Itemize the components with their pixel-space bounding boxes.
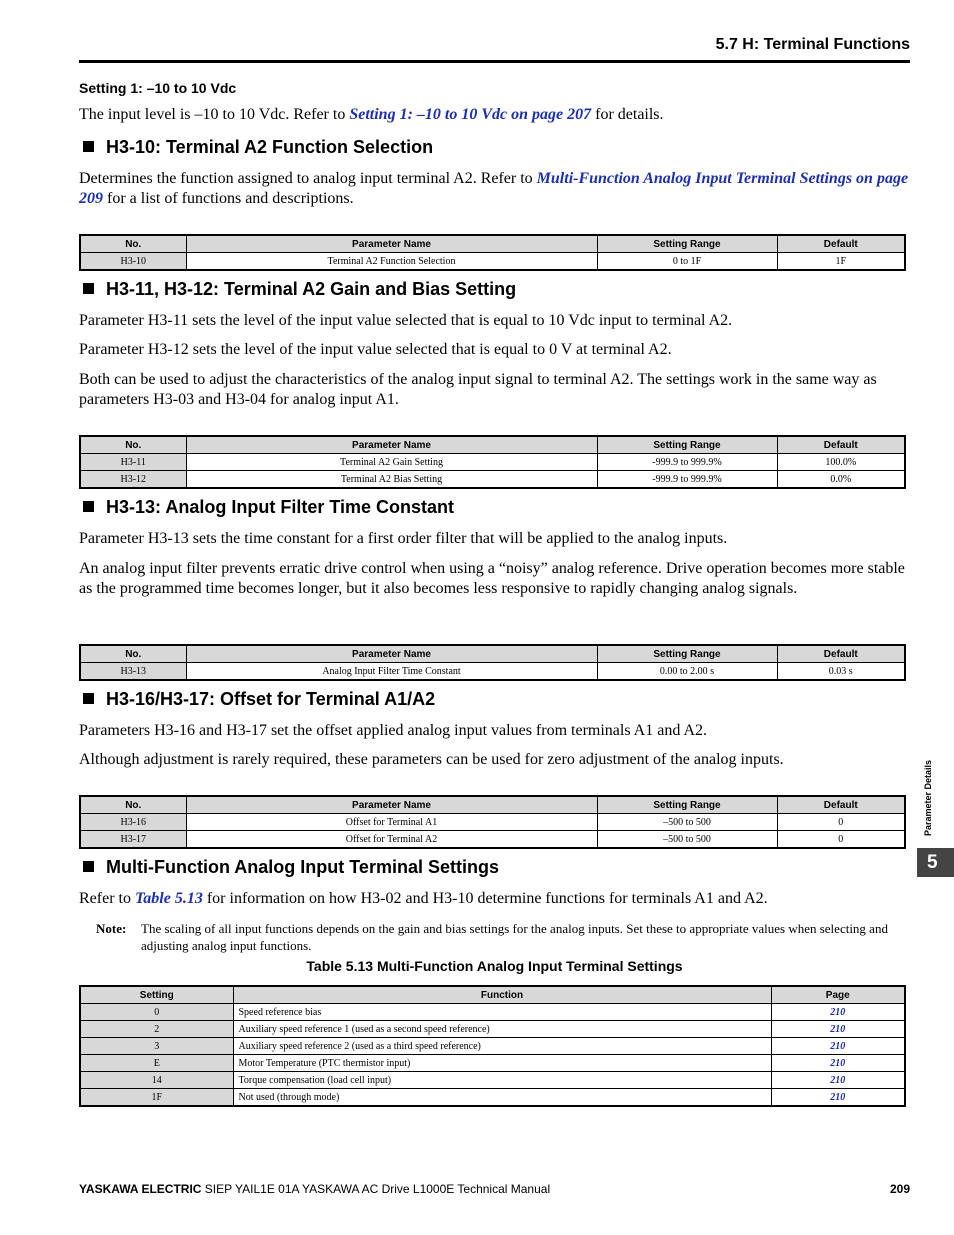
setting1-text-after: for details. bbox=[591, 106, 664, 123]
col-header-range: Setting Range bbox=[597, 645, 777, 663]
cell-no: H3-17 bbox=[80, 831, 186, 849]
cell-name: Terminal A2 Bias Setting bbox=[186, 471, 597, 489]
cell-name: Offset for Terminal A2 bbox=[186, 831, 597, 849]
footer-brand: YASKAWA ELECTRIC bbox=[79, 1182, 202, 1196]
cell-function: Not used (through mode) bbox=[233, 1089, 771, 1107]
h3-10-text-after: for a list of functions and descriptions. bbox=[103, 190, 354, 207]
cell-range: 0 to 1F bbox=[597, 253, 777, 271]
table-row bbox=[80, 1055, 905, 1072]
h3-13-heading-text: H3-13: Analog Input Filter Time Constant bbox=[106, 497, 455, 517]
cell-default: 100.0% bbox=[777, 454, 905, 471]
h3-11-heading-text: H3-11, H3-12: Terminal A2 Gain and Bias Setting bbox=[106, 279, 517, 299]
cell-page-link[interactable]: 210 bbox=[771, 1055, 905, 1072]
table-row bbox=[80, 471, 905, 489]
square-bullet-icon bbox=[83, 283, 94, 294]
setting1-link[interactable]: Setting 1: –10 to 10 Vdc on page 207 bbox=[349, 106, 592, 123]
mf-text-after: for information on how H3-02 and H3-10 determine functions for terminals A1 and A2. bbox=[202, 890, 768, 907]
note-label: Note: bbox=[96, 921, 127, 936]
h3-10-paragraph bbox=[79, 169, 909, 209]
h3-10-heading-text: H3-10: Terminal A2 Function Selection bbox=[106, 137, 434, 157]
table-header-row bbox=[80, 986, 905, 1004]
col-header-function: Function bbox=[233, 986, 771, 1004]
col-header-no: No. bbox=[80, 645, 186, 663]
table-row bbox=[80, 663, 905, 681]
col-header-range: Setting Range bbox=[597, 436, 777, 454]
h3-13-paragraph-1: Parameter H3-13 sets the time constant for a first order filter that will be applied to the analog inputs. bbox=[79, 530, 728, 547]
h3-13-paragraph-2: An analog input filter prevents erratic drive control when using a “noisy” analog reference. Drive operation becomes more stable as the programmed time becomes longer, but it also becomes less responsive to rapidly changing analog signals. bbox=[79, 560, 905, 597]
cell-setting: E bbox=[80, 1055, 233, 1072]
col-header-name: Parameter Name bbox=[186, 645, 597, 663]
table-row bbox=[80, 253, 905, 271]
cell-function: Speed reference bias bbox=[233, 1004, 771, 1021]
mf-table-link[interactable]: Table 5.13 bbox=[134, 890, 203, 907]
col-header-page: Page bbox=[771, 986, 905, 1004]
h3-16-heading-text: H3-16/H3-17: Offset for Terminal A1/A2 bbox=[106, 689, 436, 709]
cell-range: 0.00 to 2.00 s bbox=[597, 663, 777, 681]
col-header-range: Setting Range bbox=[597, 235, 777, 253]
cell-default: 0.03 s bbox=[777, 663, 905, 681]
cell-no: H3-10 bbox=[80, 253, 186, 271]
table-row bbox=[80, 1072, 905, 1089]
cell-no: H3-13 bbox=[80, 663, 186, 681]
h3-10-text: Determines the function assigned to analog input terminal A2. Refer to bbox=[79, 170, 537, 187]
col-header-default: Default bbox=[777, 645, 905, 663]
cell-range: -999.9 to 999.9% bbox=[597, 454, 777, 471]
table-title: Table 5.13 Multi-Function Analog Input Terminal Settings bbox=[306, 958, 683, 974]
table-row bbox=[80, 1038, 905, 1055]
cell-setting: 14 bbox=[80, 1072, 233, 1089]
table-header-row bbox=[80, 645, 905, 663]
cell-function: Auxiliary speed reference 1 (used as a second speed reference) bbox=[233, 1021, 771, 1038]
note-text: The scaling of all input functions depends on the gain and bias settings for the analog inputs. Set these to appropriate values when selecting and adjusting analog input functions. bbox=[141, 921, 888, 953]
cell-function: Auxiliary speed reference 2 (used as a third speed reference) bbox=[233, 1038, 771, 1055]
cell-setting: 1F bbox=[80, 1089, 233, 1107]
cell-setting: 3 bbox=[80, 1038, 233, 1055]
h3-10-link[interactable]: Multi-Function Analog Input Terminal Settings on page 209 bbox=[79, 170, 909, 207]
mf-heading-text: Multi-Function Analog Input Terminal Settings bbox=[106, 857, 499, 877]
table-h3-11 bbox=[79, 435, 906, 489]
h3-11-paragraph-2: Parameter H3-12 sets the level of the input value selected that is equal to 0 V at terminal A2. bbox=[79, 341, 672, 358]
col-header-default: Default bbox=[777, 436, 905, 454]
col-header-name: Parameter Name bbox=[186, 796, 597, 814]
table-header-row bbox=[80, 436, 905, 454]
table-5-13 bbox=[79, 985, 906, 1107]
col-header-no: No. bbox=[80, 235, 186, 253]
h3-11-paragraph-1: Parameter H3-11 sets the level of the input value selected that is equal to 10 Vdc input to terminal A2. bbox=[79, 312, 733, 329]
cell-page-link[interactable]: 210 bbox=[771, 1072, 905, 1089]
cell-no: H3-11 bbox=[80, 454, 186, 471]
square-bullet-icon bbox=[83, 693, 94, 704]
col-header-no: No. bbox=[80, 436, 186, 454]
table-row bbox=[80, 454, 905, 471]
cell-name: Terminal A2 Function Selection bbox=[186, 253, 597, 271]
footer bbox=[79, 1182, 910, 1196]
h3-10-heading bbox=[83, 137, 433, 158]
table-h3-10 bbox=[79, 234, 906, 271]
setting1-paragraph bbox=[79, 105, 909, 125]
table-row bbox=[80, 1089, 905, 1107]
cell-default: 0.0% bbox=[777, 471, 905, 489]
setting1-text: The input level is –10 to 10 Vdc. Refer to bbox=[79, 106, 350, 123]
h3-16-paragraph-1: Parameters H3-16 and H3-17 set the offset applied analog input values from terminals A1 and A2. bbox=[79, 722, 707, 739]
cell-page-link[interactable]: 210 bbox=[771, 1004, 905, 1021]
col-header-no: No. bbox=[80, 796, 186, 814]
table-header-row bbox=[80, 235, 905, 253]
cell-no: H3-12 bbox=[80, 471, 186, 489]
chapter-sidebar-label bbox=[921, 750, 935, 850]
mf-paragraph bbox=[79, 889, 909, 909]
cell-name: Terminal A2 Gain Setting bbox=[186, 454, 597, 471]
cell-default: 0 bbox=[777, 814, 905, 831]
col-header-name: Parameter Name bbox=[186, 235, 597, 253]
square-bullet-icon bbox=[83, 501, 94, 512]
cell-range: -999.9 to 999.9% bbox=[597, 471, 777, 489]
col-header-default: Default bbox=[777, 796, 905, 814]
footer-doc-title: SIEP YAIL1E 01A YASKAWA AC Drive L1000E Technical Manual bbox=[201, 1182, 551, 1196]
cell-default: 0 bbox=[777, 831, 905, 849]
table-row bbox=[80, 1021, 905, 1038]
col-header-range: Setting Range bbox=[597, 796, 777, 814]
table-h3-16 bbox=[79, 795, 906, 849]
mf-heading bbox=[83, 857, 499, 878]
cell-setting: 2 bbox=[80, 1021, 233, 1038]
cell-function: Torque compensation (load cell input) bbox=[233, 1072, 771, 1089]
h3-13-heading bbox=[83, 497, 454, 518]
col-header-setting: Setting bbox=[80, 986, 233, 1004]
section-header: 5.7 H: Terminal Functions bbox=[79, 36, 910, 63]
cell-range: –500 to 500 bbox=[597, 831, 777, 849]
h3-16-paragraph-2: Although adjustment is rarely required, these parameters can be used for zero adjustment of the analog inputs. bbox=[79, 751, 784, 768]
col-header-default: Default bbox=[777, 235, 905, 253]
cell-setting: 0 bbox=[80, 1004, 233, 1021]
table-row bbox=[80, 831, 905, 849]
square-bullet-icon bbox=[83, 861, 94, 872]
chapter-tab[interactable]: 5 bbox=[917, 848, 954, 877]
table-h3-13 bbox=[79, 644, 906, 681]
cell-name: Analog Input Filter Time Constant bbox=[186, 663, 597, 681]
setting1-heading: Setting 1: –10 to 10 Vdc bbox=[79, 80, 237, 96]
page-number: 209 bbox=[889, 1182, 910, 1196]
h3-11-paragraph-3: Both can be used to adjust the characteristics of the analog input signal to terminal A2. The settings work in the same way as parameters H3-03 and H3-04 for analog input A1. bbox=[79, 371, 877, 408]
table-header-row bbox=[80, 796, 905, 814]
cell-page-link[interactable]: 210 bbox=[771, 1089, 905, 1107]
cell-default: 1F bbox=[777, 253, 905, 271]
cell-function: Motor Temperature (PTC thermistor input) bbox=[233, 1055, 771, 1072]
square-bullet-icon bbox=[83, 141, 94, 152]
cell-no: H3-16 bbox=[80, 814, 186, 831]
col-header-name: Parameter Name bbox=[186, 436, 597, 454]
cell-page-link[interactable]: 210 bbox=[771, 1021, 905, 1038]
cell-range: –500 to 500 bbox=[597, 814, 777, 831]
cell-name: Offset for Terminal A1 bbox=[186, 814, 597, 831]
table-row bbox=[80, 1004, 905, 1021]
chapter-sidebar-text: Parameter Details bbox=[923, 759, 933, 837]
table-row bbox=[80, 814, 905, 831]
h3-11-heading bbox=[83, 279, 516, 300]
cell-page-link[interactable]: 210 bbox=[771, 1038, 905, 1055]
h3-16-heading bbox=[83, 689, 435, 710]
mf-text: Refer to bbox=[79, 890, 135, 907]
